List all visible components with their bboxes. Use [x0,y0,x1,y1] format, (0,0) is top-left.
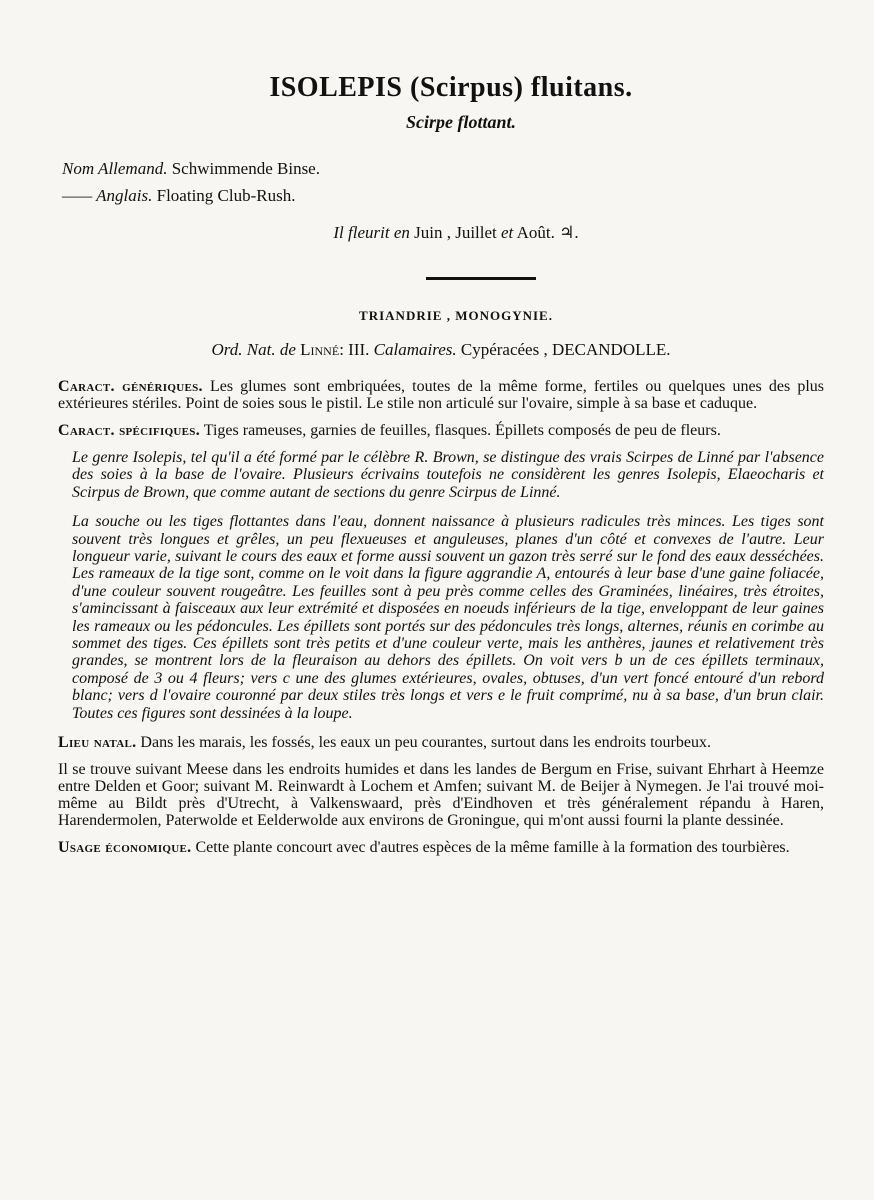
economic-use-heading: Usage économique. [58,839,192,857]
english-name-line [62,182,824,209]
order-linne: Linné [300,340,340,359]
economic-use [58,839,824,856]
specific-characters-text: Tiges rameuses, garnies de feuilles, flasques. Épillets composés de peu de fleurs. [203,422,721,439]
perennial-symbol: ♃. [559,223,579,242]
native-habitat-text: Dans les marais, les fossés, les eaux un peu courantes, surtout dans les endroits tourbeux. [140,734,711,752]
localities-paragraph: Il se trouve suivant Meese dans les endroits humides et dans les landes de Bergum en Frise, suivant Ehrhart à Heemze entre Delden et Goor; suivant M. Reinwardt à Lochem et Amfen; suivant M. de Beijer à Nymegen. Je l'ai trouvé moi-même au Bildt près d'Utrecht, à Valkenswaard, près d'Eindhoven et très généralement répandu à Haren, Harendermolen, Paterwolde et Eelderwolde aux environs de Groningue, qui m'ont aussi fourni la plante dessinée. [58,761,824,830]
native-habitat [58,734,824,751]
french-name: Scirpe flottant. [405,112,516,132]
generic-characters-text: Les glumes sont embriquées, toutes de la même forme, fertiles ou quelques unes des plus extérieures stériles. Point de soies sous le pistil. Le stile non articulé sur l'ovaire, simple à sa base et caduque. [58,378,825,412]
german-name-line [62,155,824,182]
divider-rule [426,277,536,280]
english-label: —— Anglais. [62,186,153,205]
german-label: Nom Allemand. [62,159,168,178]
generic-characters-heading: Caract. génériques. [58,378,203,395]
order-de: de [279,340,296,359]
genus-note-paragraph: Le genre Isolepis, tel qu'il a été formé par le célèbre R. Brown, se distingue des vrais Scirpes de Linné par l'absence des soies à la base de l'ovaire. Plusieurs écrivains toutefois ne considèrent les genres Isolepis, Elaeocharis et Scirpus de Brown, que comme autant de sections du genre Scirpus de Linné. [72,449,824,501]
flowering-et: et [501,223,514,242]
flowering-months: Juin , Juillet [414,223,497,242]
specific-characters [58,422,824,439]
natural-order [58,340,824,360]
page-title: ISOLEPIS (Scirpus) fluitans. [269,72,633,103]
order-roman: : III. [339,340,370,359]
specific-characters-heading: Caract. spécifiques. [58,422,201,439]
linnean-class: TRIANDRIE , MONOGYNIE. [359,308,553,323]
order-family: Cypéracées , DECANDOLLE. [460,340,671,359]
german-value: Schwimmende Binse. [171,159,320,178]
economic-use-text: Cette plante concourt avec d'autres espèces de la même famille à la formation des tourbières. [195,839,790,857]
order-calamaires: Calamaires. [373,340,457,359]
native-habitat-heading: Lieu natal. [58,734,137,752]
flowering-line [88,223,824,243]
common-names [62,155,824,209]
flowering-prefix: Il fleurit en [333,223,410,242]
description-paragraph: La souche ou les tiges flottantes dans l'eau, donnent naissance à plusieurs radicules très minces. Les tiges sont souvent très longues et grêles, un peu flexueuses et anguleuses, planes d'un côté et convexes de l'autre. Leur longueur varie, suivant le cours des eaux et forme aussi souvent un gazon très serré sur le fond des eaux desséchées. Les rameaux de la tige sont, comme on le voit dans la figure aggrandie A, entourés à leur base d'une gaine foliacée, d'une couleur souvent rougeâtre. Les feuilles sont à peu près comme celles des Graminées, linéaires, très étroites, s'amincissant à faisceaux aux leur extrémité et disposées en noeuds inférieurs de la tige, enveloppant de leur gaines les rameaux ou les pédoncules. Les épillets sont portés sur des pédoncules très longs, alternes, réunis en corimbe au sommet des tiges. Ces épillets sont très petits et d'une couleur verte, mais les anthères, jaunes et relativement très grandes, se montrent lors de la fleuraison au dehors des épillets. On voit vers b un de ces épillets terminaux, composé de 3 ou 4 fleurs; vers c une des glumes extérieures, ovales, obtuses, d'un vert foncé entouré d'un rebord blanc; vers d l'ovaire couronné par deux stiles très longs et vers e le fruit comprimé, nu à sa base, d'un brun clair. Toutes ces figures sont dessinées à la loupe. [72,513,824,722]
order-label: Ord. Nat. [211,340,276,359]
generic-characters [58,378,824,412]
english-value: Floating Club-Rush. [156,186,296,205]
flowering-last: Août. [516,223,555,242]
